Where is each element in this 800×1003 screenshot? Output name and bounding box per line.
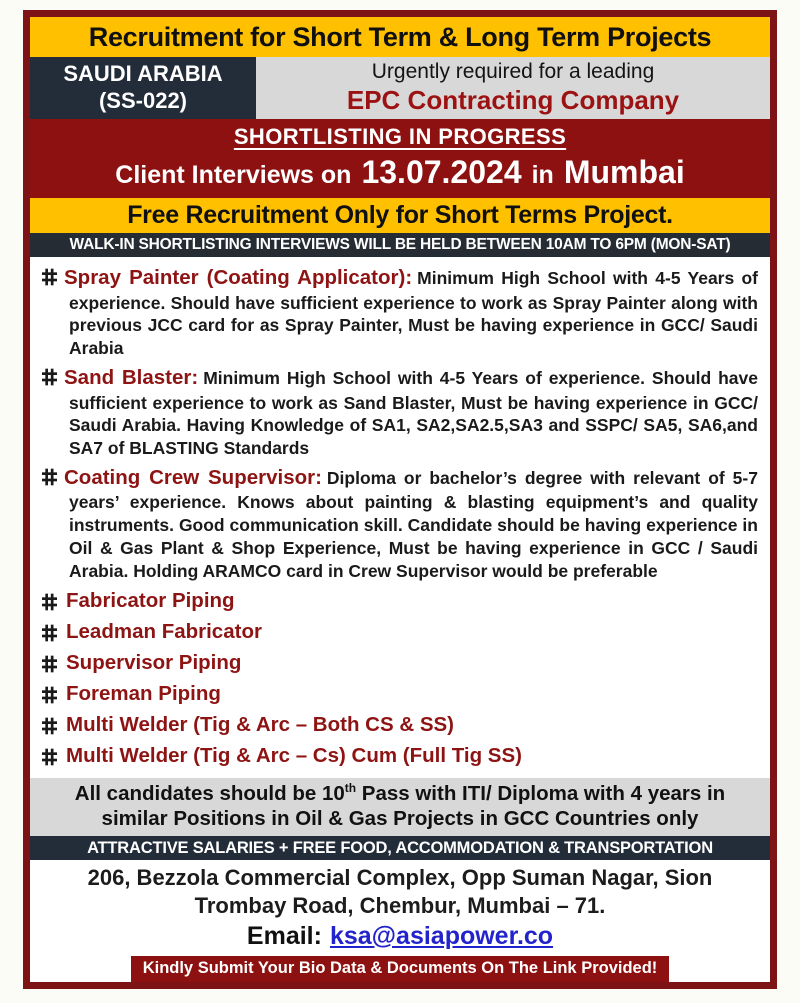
- walkin-strip: WALK-IN SHORTLISTING INTERVIEWS WILL BE HELD BETWEEN 10AM TO 6PM (MON-SAT): [30, 233, 770, 257]
- company-type: EPC Contracting Company: [346, 85, 680, 116]
- position-title: Sand Blaster:: [64, 365, 199, 389]
- free-recruitment-banner: Free Recruitment Only for Short Terms Project.: [30, 198, 770, 233]
- position-name: Supervisor Piping: [66, 650, 242, 674]
- hash-bullet-icon: [42, 651, 57, 675]
- hash-bullet-icon: [42, 368, 64, 388]
- shortlisting-status: SHORTLISTING IN PROGRESS: [233, 124, 567, 149]
- hash-bullet-icon: [42, 589, 57, 613]
- hash-bullet-icon: [42, 620, 57, 644]
- submit-note-banner: Kindly Submit Your Bio Data & Documents On The Link Provided!: [131, 956, 670, 982]
- interview-line: [30, 154, 770, 191]
- position-paragraph: [42, 365, 758, 460]
- interview-city: Mumbai: [563, 154, 685, 190]
- header-row: [30, 57, 770, 119]
- address-line-1: 206, Bezzola Commercial Complex, Opp Suman Nagar, Sion: [87, 865, 713, 890]
- position-list-item: [42, 742, 758, 769]
- position-title: Spray Painter (Coating Applicator):: [64, 266, 413, 289]
- position-name: Fabricator Piping: [66, 588, 235, 612]
- position-name: Leadman Fabricator: [66, 619, 262, 643]
- position-title: Coating Crew Supervisor:: [64, 465, 322, 489]
- positions-section: [30, 257, 770, 778]
- hash-bullet-icon: [42, 744, 57, 768]
- interview-mid: in: [531, 161, 554, 189]
- position-name: Multi Welder (Tig & Arc – Both CS & SS): [66, 712, 455, 736]
- position-paragraph: [42, 465, 758, 583]
- position-list-item: [42, 680, 758, 707]
- country-box: [30, 57, 256, 119]
- position-name: Multi Welder (Tig & Arc – Cs) Cum (Full Tig SS): [66, 743, 522, 767]
- country-code: (SS-022): [98, 88, 188, 113]
- note-part2: Pass with ITI/ Diploma with 4 years in: [356, 781, 726, 805]
- urgent-line: Urgently required for a leading: [371, 59, 655, 83]
- recruitment-poster: [23, 10, 777, 989]
- hash-bullet-icon: [42, 268, 64, 288]
- benefits-strip: ATTRACTIVE SALARIES + FREE FOOD, ACCOMMODATION & TRANSPORTATION: [30, 836, 770, 860]
- interview-prefix: Client Interviews on: [115, 161, 352, 189]
- position-name: Foreman Piping: [66, 681, 221, 705]
- note-part3: similar Positions in Oil & Gas Projects in GCC Countries only: [101, 807, 699, 831]
- address-line-2: Trombay Road, Chembur, Mumbai – 71.: [194, 892, 606, 918]
- hash-bullet-icon: [42, 682, 57, 706]
- position-list-item: [42, 587, 758, 614]
- interview-date: 13.07.2024: [361, 154, 522, 190]
- position-description: Diploma or bachelor’s degree with relevant of 5-7 years’ experience. Knows about painting & blasting equipment’s and quality instruments. Good communication skill. Candidate should be having experience in Oil & Gas Plant & Shop Experience, Must be having experience in GCC / Saudi Arabia. Holding ARAMCO card in Crew Supervisor would be preferable: [69, 467, 758, 581]
- position-list-item: [42, 711, 758, 738]
- interview-banner: [30, 119, 770, 198]
- note-part1: All candidates should be 10: [74, 781, 345, 805]
- email-label: Email:: [246, 922, 322, 950]
- country-name: SAUDI ARABIA: [63, 61, 223, 87]
- contact-section: [30, 860, 770, 982]
- position-paragraph: [42, 265, 758, 360]
- urgent-box: [256, 57, 770, 119]
- hash-bullet-icon: [42, 468, 64, 488]
- position-list-item: [42, 649, 758, 676]
- note-superscript: th: [344, 780, 357, 795]
- position-description: Minimum High School with 4-5 Years of experience. Should have sufficient experience to work as Spray Painter along with previous JCC card for as Spray Painter, Must be having experience in GCC/ Saudi Arabia: [69, 268, 758, 359]
- email-link[interactable]: ksa@asiapower.co: [329, 922, 554, 950]
- candidates-note: [30, 778, 770, 836]
- position-description: Minimum High School with 4-5 Years of experience. Should have sufficient experience to work as Sand Blaster, Must be having experience in GCC/ Saudi Arabia. Having Knowledge of SA1, SA2,SA2.5,SA3 and SSPC/ SA5, SA6,and SA7 of BLASTING Standards: [69, 367, 758, 459]
- position-list-item: [42, 618, 758, 645]
- poster-title: Recruitment for Short Term & Long Term Projects: [30, 17, 770, 57]
- hash-bullet-icon: [42, 713, 57, 737]
- email-line: [30, 922, 770, 951]
